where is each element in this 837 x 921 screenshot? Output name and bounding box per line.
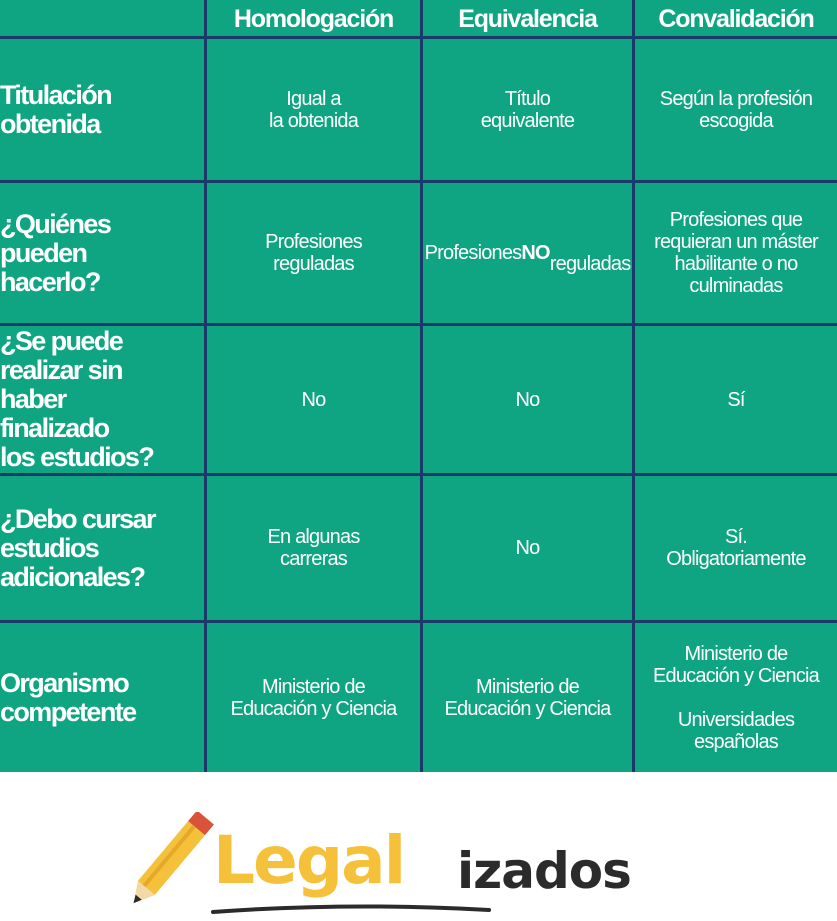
row-label-organismo: Organismo competente [0, 623, 207, 772]
row-label-finalizado: ¿Se puede realizar sin haber finalizado los estudios? [0, 326, 207, 476]
table-cell: Ministerio de Educación y Ciencia [207, 623, 423, 772]
rich-text-before: Profesiones [424, 242, 522, 264]
table-cell: Ministerio de Educación y Ciencia Universidades españolas [652, 642, 819, 753]
logo-text-main: Legal [213, 822, 405, 899]
rich-text-bold: NO [521, 242, 550, 264]
header-corner [0, 0, 207, 39]
table-cell: Profesiones que requieran un máster habilitante o no culminadas [635, 183, 837, 326]
row-label-quienes: ¿Quiénes pueden hacerlo? [0, 183, 207, 326]
header-convalidacion: Convalidación [635, 0, 837, 39]
table-cell: Según la profesión escogida [635, 39, 837, 183]
pencil-icon [115, 812, 225, 920]
row-label-titulacion: Titulación obtenida [0, 39, 207, 183]
table-cell: Sí. Obligatoriamente [635, 476, 837, 623]
header-equivalencia: Equivalencia [423, 0, 635, 39]
row-label-adicionales: ¿Debo cursar estudios adicionales? [0, 476, 207, 623]
table-cell: Título equivalente [423, 39, 635, 183]
table-cell-rich [423, 183, 635, 326]
table-cell: No [423, 476, 635, 623]
rich-text-after: reguladas [549, 253, 631, 275]
header-homologacion: Homologación [207, 0, 423, 39]
table-cell: En algunas carreras [207, 476, 423, 623]
table-cell: No [207, 326, 423, 476]
table-cell: Profesiones reguladas [207, 183, 423, 326]
table-cell: Sí [635, 326, 837, 476]
table-cell: Igual a la obtenida [207, 39, 423, 183]
table-cell: Ministerio de Educación y Ciencia [423, 623, 635, 772]
logo-text-sub: izados [457, 842, 631, 900]
underline-stroke [211, 902, 491, 916]
legalizados-logo [115, 812, 675, 920]
table-cell: No [423, 326, 635, 476]
